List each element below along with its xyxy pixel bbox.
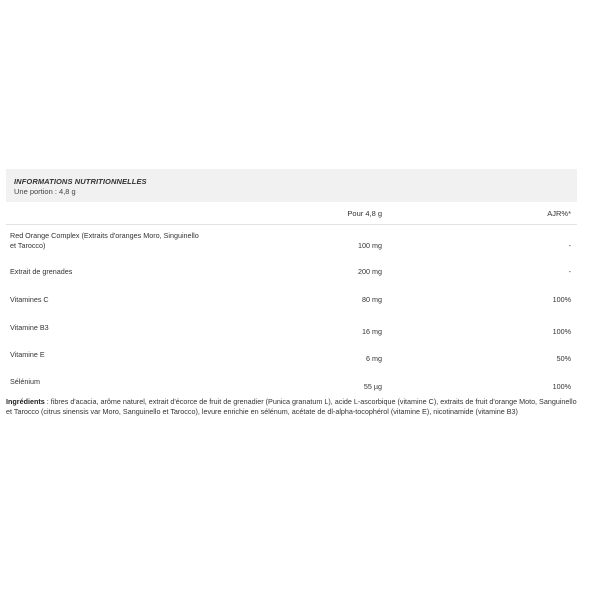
nutrient-amount: 80 mg <box>362 295 382 304</box>
nutrient-ajr: 100% <box>552 382 571 391</box>
nutrient-name: Vitamine B3 <box>10 323 49 332</box>
nutrient-amount: 200 mg <box>358 267 382 276</box>
table-row <box>6 323 577 343</box>
ingredients-list: : fibres d'acacia, arôme naturel, extrait d'écorce de fruit de grenadier (Punica granatum L), acide L-ascorbique (vitamine C), extraits de fruit d'orange Moto, Sanguinello et Tarocco (citrus sinensis var Moro, Sanguinello et Tarocco), levure enrichie en sélénum, acétate de dl-alpha-tocophérol (vitamine E), nicotinamide (vitamine B3) <box>6 397 577 416</box>
table-row <box>6 231 577 251</box>
nutrient-name: Sélénium <box>10 377 40 386</box>
table-row <box>6 295 577 315</box>
ingredients-label: Ingrédients <box>6 397 45 406</box>
nutrition-title: INFORMATIONS NUTRITIONNELLES <box>14 177 147 186</box>
nutrient-ajr: - <box>568 267 571 276</box>
column-ajr-header: AJR%* <box>547 209 571 218</box>
table-column-header <box>6 202 577 225</box>
nutrient-ajr: 100% <box>552 295 571 304</box>
nutrient-ajr: - <box>568 241 571 250</box>
nutrient-ajr: 100% <box>552 327 571 336</box>
table-row <box>6 350 577 370</box>
column-portion-header: Pour 4,8 g <box>347 209 382 218</box>
nutrient-name: Red Orange Complex (Extraits d'oranges Moro, Singuinello et Tarocco) <box>10 231 199 250</box>
portion-size: Une portion : 4,8 g <box>14 187 76 196</box>
nutrient-name: Extrait de grenades <box>10 267 73 276</box>
nutrient-name: Vitamines C <box>10 295 49 304</box>
nutrition-header <box>6 169 577 202</box>
table-row <box>6 377 577 397</box>
nutrient-amount: 100 mg <box>358 241 382 250</box>
nutrient-amount: 55 µg <box>363 382 382 391</box>
table-row <box>6 267 577 287</box>
ingredients-text <box>6 397 578 417</box>
nutrient-amount: 6 mg <box>366 354 382 363</box>
nutrition-panel <box>6 169 577 390</box>
nutrient-amount: 16 mg <box>362 327 382 336</box>
nutrient-name: Vitamine E <box>10 350 45 359</box>
nutrient-ajr: 50% <box>556 354 571 363</box>
nutrition-table-body <box>6 225 577 390</box>
